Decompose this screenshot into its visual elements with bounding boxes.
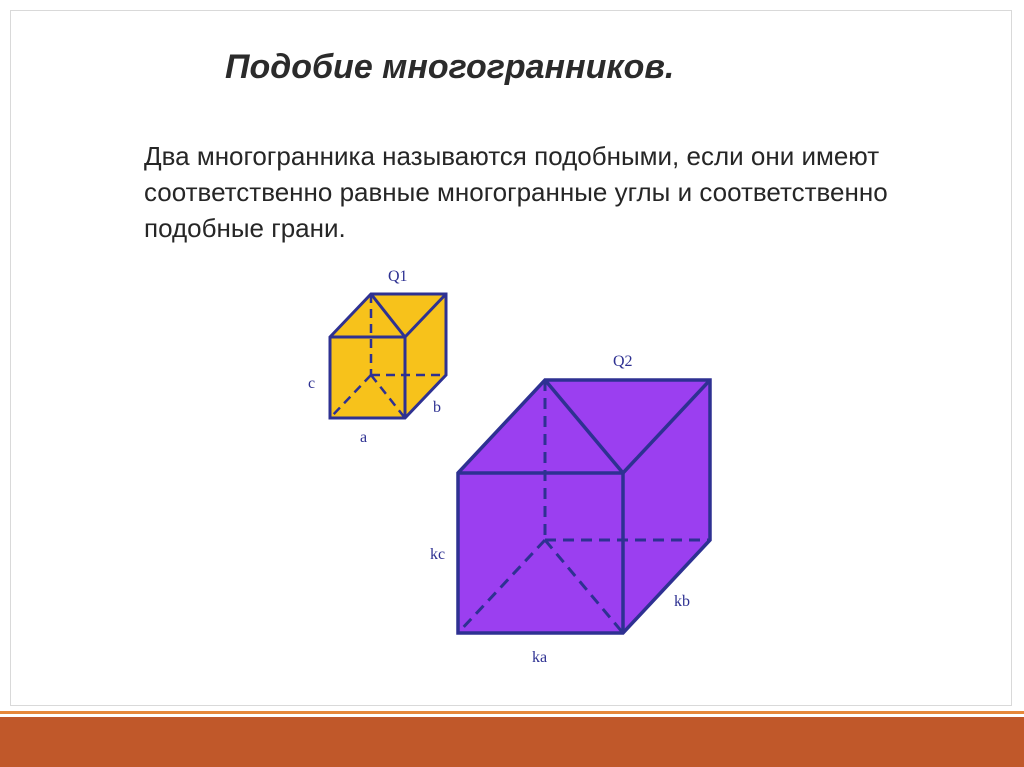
- footer-thin-line: [0, 711, 1024, 714]
- small-prism: [308, 268, 446, 446]
- large-prism-label-top: Q2: [613, 353, 633, 370]
- large-prism-label-width: ka: [532, 649, 548, 666]
- small-prism-label-width: a: [360, 429, 368, 446]
- large-prism: [430, 353, 710, 666]
- slide-title: Подобие многогранников.: [225, 48, 675, 86]
- definition-text: Два многогранника называются подобными, если они имеют соответственно равные многогранные углы и соответственно подобные грани.: [144, 141, 888, 243]
- large-prism-label-height: kc: [430, 546, 446, 563]
- footer-bar: [0, 717, 1024, 767]
- small-prism-label-depth: b: [433, 399, 441, 416]
- small-prism-label-top: Q1: [388, 268, 408, 285]
- large-prism-label-depth: kb: [674, 593, 690, 610]
- small-prism-label-height: c: [308, 375, 316, 392]
